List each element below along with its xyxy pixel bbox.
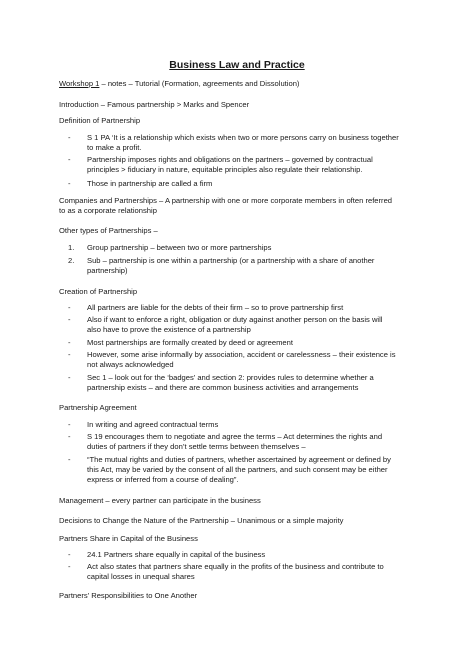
creation-item (68, 350, 427, 370)
agreement-item (68, 432, 427, 452)
bullet-marker: - (68, 303, 71, 312)
shares-heading: Partners Share in Capital of the Business (59, 534, 198, 543)
bullet-marker: - (68, 350, 71, 359)
creation-item (68, 373, 427, 393)
other-type-item (68, 243, 427, 253)
item-line: this Act, may be varied by the consent of all the partners, and such consent may be either (87, 464, 388, 474)
item-line: Most partnerships are formally created by deed or agreement (87, 338, 293, 347)
responsibilities-heading: Partners’ Responsibilities to One Another (59, 591, 198, 600)
item-line: S 1 PA ‘It is a relationship which exists when two or more persons carry on business together (87, 133, 399, 142)
item-line: Those in partnership are called a firm (87, 179, 213, 188)
definition-item (68, 133, 427, 153)
other-types-heading: Other types of Partnerships – (59, 226, 158, 235)
creation-heading: Creation of Partnership (59, 287, 138, 296)
item-line: Sub – partnership is one within a partnership (or a partnership with a share of another (87, 256, 375, 265)
item-line: express or inferred from a course of dealing”. (87, 474, 239, 484)
bullet-marker: - (68, 338, 71, 347)
item-line: to make a profit. (87, 142, 142, 152)
item-line: duties of partners if they don’t settle terms between themselves – (87, 441, 306, 451)
workshop-rest: – notes – Tutorial (Formation, agreements and Dissolution) (99, 79, 300, 88)
creation-item (68, 315, 427, 335)
bullet-marker: - (68, 133, 71, 142)
bullet-marker: - (68, 373, 71, 382)
item-line: capital losses in unequal shares (87, 571, 195, 581)
management-paragraph: Management – every partner can participate in the business (59, 496, 261, 505)
paragraph-line: Companies and Partnerships – A partnership with one or more corporate members in often referred (59, 196, 393, 205)
item-line: “The mutual rights and duties of partners, whether ascertained by agreement or defined by (87, 455, 391, 464)
item-line: S 19 encourages them to negotiate and agree the terms – Act determines the rights and (87, 432, 383, 441)
document-title: Business Law and Practice (169, 59, 305, 71)
item-line: not always acknowledged (87, 359, 174, 369)
creation-item (68, 338, 427, 348)
number-marker: 2. (68, 256, 75, 265)
workshop-link[interactable]: Workshop 1 (59, 79, 100, 88)
definition-item (68, 179, 427, 189)
item-line: Also if want to enforce a right, obligation or duty against another person on the basis will (87, 315, 383, 324)
bullet-marker: - (68, 432, 71, 441)
item-line: Sec 1 – look out for the ‘badges’ and section 2: provides rules to determine whether a (87, 373, 374, 382)
definition-heading: Definition of Partnership (59, 116, 141, 125)
item-line: principles > fiduciary in nature, equitable principles also regulate their relationship. (87, 164, 363, 174)
paragraph-line: to as a corporate relationship (59, 205, 157, 215)
bullet-marker: - (68, 179, 71, 188)
bullet-marker: - (68, 315, 71, 324)
item-line: Act also states that partners share equally in the profits of the business and contribute to (87, 562, 384, 571)
bullet-marker: - (68, 550, 71, 559)
workshop-line (59, 79, 419, 89)
shares-item (68, 550, 427, 560)
creation-item (68, 303, 427, 313)
definition-item (68, 155, 427, 175)
item-line: also have to prove the existence of a partnership (87, 324, 251, 334)
item-line: Partnership imposes rights and obligations on the partners – governed by contractual (87, 155, 373, 164)
item-line: partnership) (87, 265, 128, 275)
item-line: 24.1 Partners share equally in capital of the business (87, 550, 266, 559)
bullet-marker: - (68, 155, 71, 164)
item-line: All partners are liable for the debts of their firm – so to prove partnership first (87, 303, 344, 312)
companies-paragraph (59, 196, 419, 216)
agreement-item (68, 455, 427, 484)
item-line: However, some arise informally by association, accident or carelessness – their existence is (87, 350, 396, 359)
item-line: Group partnership – between two or more partnerships (87, 243, 272, 252)
bullet-marker: - (68, 420, 71, 429)
agreement-heading: Partnership Agreement (59, 403, 137, 412)
bullet-marker: - (68, 562, 71, 571)
number-marker: 1. (68, 243, 75, 252)
other-type-item (68, 256, 427, 276)
decisions-paragraph: Decisions to Change the Nature of the Partnership – Unanimous or a simple majority (59, 516, 344, 525)
agreement-item (68, 420, 427, 430)
shares-item (68, 562, 427, 582)
intro-paragraph: Introduction – Famous partnership > Marks and Spencer (59, 100, 250, 109)
item-line: In writing and agreed contractual terms (87, 420, 219, 429)
item-line: partnership exists – and there are common business activities and arrangements (87, 382, 359, 392)
bullet-marker: - (68, 455, 71, 464)
